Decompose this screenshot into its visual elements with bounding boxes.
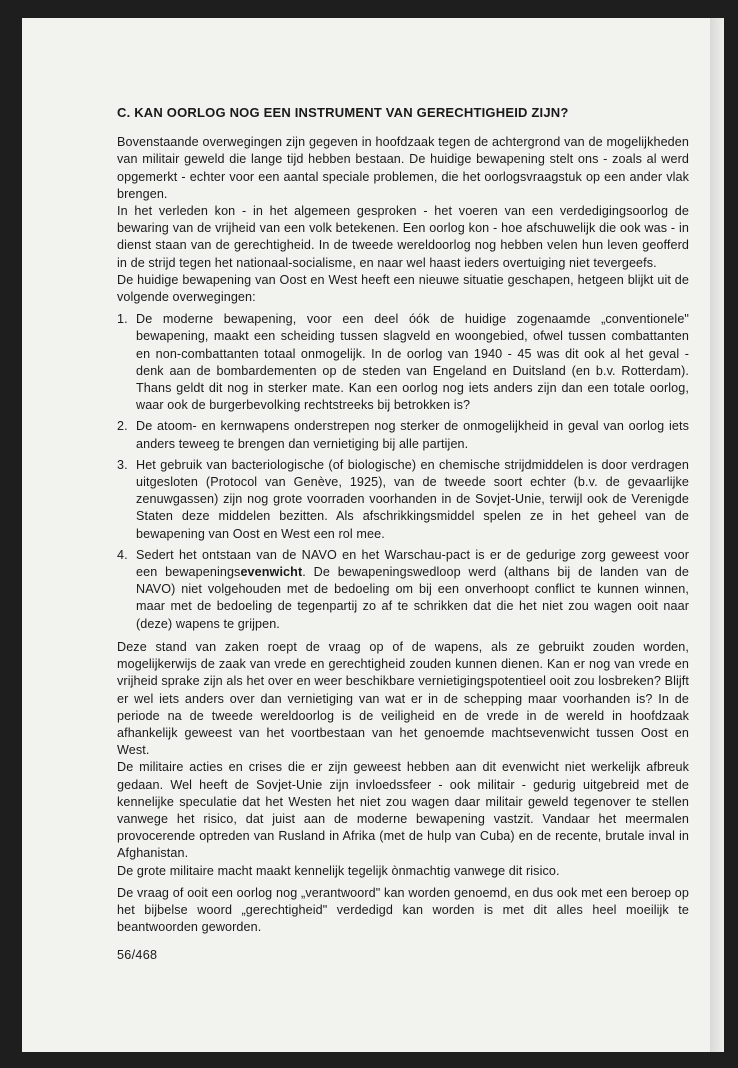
list-item-text: Het gebruik van bacteriologische (of biologische) en chemische strijdmiddelen is door verdragen uitgesloten (Protocol van Genève, 1925), van de tweede soort echter (b.v. de gevaarlijke zenuwgassen) zijn nog grote voorraden voorhanden in de Sovjet-Unie, terwijl ook de Verenigde Staten deze middelen bezitten. Als afschrikkingsmiddel spelen ze in het geheel van de bewapening van Oost en West een rol mee. bbox=[136, 457, 689, 541]
list-item-number: 4. bbox=[117, 547, 128, 562]
list-item-number: 3. bbox=[117, 457, 128, 472]
emphasized-word: evenwicht bbox=[240, 565, 303, 580]
list-item-text-before: Sedert het ontstaan van de NAVO en het Warschau-pact is er de gedurige zorg geweest voor een bewapenings bbox=[136, 547, 689, 580]
list-item-number: 2. bbox=[117, 419, 128, 434]
document-page bbox=[22, 18, 724, 1052]
list-item bbox=[117, 311, 689, 414]
page-content bbox=[117, 104, 689, 965]
list-item-number: 1. bbox=[117, 312, 128, 327]
list-item bbox=[117, 418, 689, 452]
page-edge-shadow bbox=[710, 18, 724, 1052]
list-item-text-after: . De bewapeningswedloop werd (althans bij de landen van de NAVO) niet volgehouden met de bedoeling om bij een onverhoopt conflict te kunnen winnen, maar met de bedoeling de tegenpartij zo af te schrikken dat die het niet zou wagen ooit naar (deze) wapens te grijpen. bbox=[136, 565, 689, 631]
paragraph: Bovenstaande overwegingen zijn gegeven in hoofdzaak tegen de achtergrond van de mogelijkheden van militair geweld die lange tijd hebben bestaan. De huidige bewapening stelt ons - zoals al werd opgemerkt - echter voor een aantal speciale problemen, die het oorlogsvraagstuk op een ander vlak brengen. bbox=[117, 135, 689, 201]
paragraph: De militaire acties en crises die er zijn geweest hebben aan dit evenwicht niet werkelijk afbreuk gedaan. Wel heeft de Sovjet-Unie zijn invloedssfeer - ook militair - gedurig uitgebreid met de kennelijke speculatie dat het Westen het niet zou wagen daar militair geweld tegenover te stellen vanwege het risico, dat juist aan de moderne bewapening vastzit. Vandaar het meermalen provocerende optreden van Rusland in Afrika (met de hulp van Cuba) en de recente, brutale inval in Afghanistan. bbox=[117, 760, 689, 861]
list-item-text bbox=[136, 547, 689, 633]
list-item-text: De atoom- en kernwapens onderstrepen nog sterker de onmogelijkheid in geval van oorlog iets anders teweeg te brengen dan vernietiging bij alle partijen. bbox=[136, 419, 689, 451]
paragraph: De vraag of ooit een oorlog nog „verantwoord" kan worden genoemd, en dus ook met een beroep op het bijbelse woord „gerechtigheid" verdedigd kan worden is met dit alles heel moeilijk te beantwoorden geworden. bbox=[117, 885, 689, 935]
section-heading: C. KAN OORLOG NOG EEN INSTRUMENT VAN GERECHTIGHEID ZIJN? bbox=[117, 105, 569, 120]
paragraph: Deze stand van zaken roept de vraag op of de wapens, als ze gebruikt zouden worden, mogelijkerwijs de zaak van vrede en gerechtigheid zouden kunnen dienen. Kan er nog van vrede en vrijheid sprake zijn als het over en weer beschikbare vernietigingspotentieel ooit zou losbreken? Blijft er wel iets anders over dan vernietiging van wat er in de schepping maar voorhanden is? In de periode na de tweede wereldoorlog is de veiligheid en de vrede in de wereld in hoofdzaak afhankelijk geweest van het voortbestaan van het genoemde machtsevenwicht tussen Oost en West. bbox=[117, 639, 689, 758]
numbered-list bbox=[117, 311, 689, 633]
list-item-text: De moderne bewapening, voor een deel óók de huidige zogenaamde „conventionele" bewapening, maakt een scheiding tussen slagveld en woongebied, ofwel tussen combattanten en non-combattanten totaal onmogelijk. In de oorlog van 1940 - 45 was dit ook al het geval - denk aan de bombardementen op de steden van Engeland en Duitsland (en b.v. Rotterdam). Thans geldt dit nog in sterker mate. Kan een oorlog nog iets anders zijn dan een totale oorlog, waar ook de burgerbevolking rechtstreeks bij betrokken is? bbox=[136, 312, 689, 413]
list-item bbox=[117, 547, 689, 633]
list-item bbox=[117, 457, 689, 543]
page-number: 56/468 bbox=[117, 948, 158, 963]
paragraph: De huidige bewapening van Oost en West heeft een nieuwe situatie geschapen, hetgeen blijkt uit de volgende overwegingen: bbox=[117, 272, 689, 305]
paragraph: De grote militaire macht maakt kennelijk tegelijk ònmachtig vanwege dit risico. bbox=[117, 863, 560, 878]
paragraph: In het verleden kon - in het algemeen gesproken - het voeren van een verdedigingsoorlog de bewaring van de vrijheid van een volk betekenen. Een oorlog kon - hoe afschuwelijk die ook was - in dienst staan van de gerechtigheid. In de tweede wereldoorlog nog hebben velen hun leven geofferd in de strijd tegen het nationaal-socialisme, en naar wel haast ieders overtuiging niet tevergeefs. bbox=[117, 204, 689, 270]
